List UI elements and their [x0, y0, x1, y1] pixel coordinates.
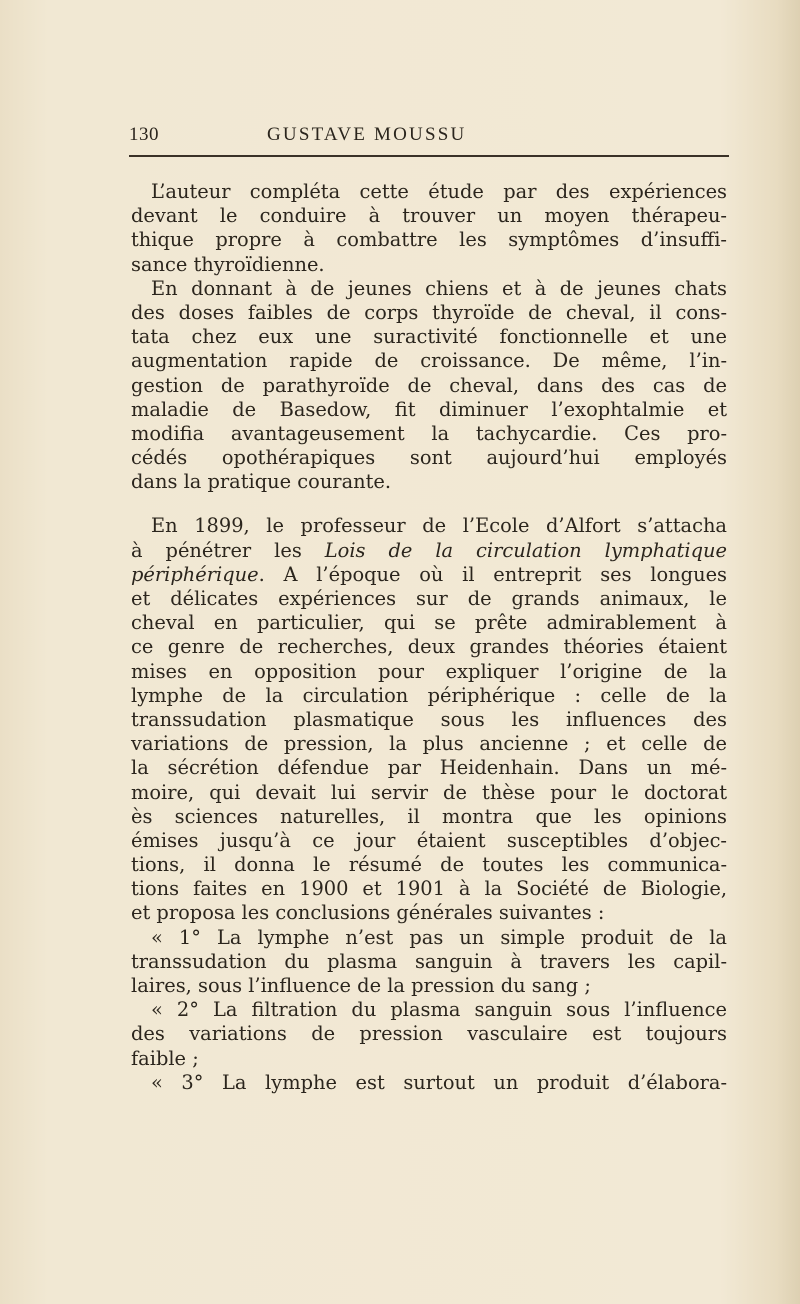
text-fragment: . A l’époque où il entreprit ses longues — [258, 562, 727, 586]
text-line: maladie de Basedow, fit diminuer l’exophtalmie et — [131, 397, 727, 421]
text-line: « 2° La filtration du plasma sanguin sous l’influence — [151, 998, 727, 1022]
text-line: devant le conduire à trouver un moyen thérapeu- — [131, 204, 727, 228]
text-line: tata chez eux une suractivité fonctionnelle et une — [131, 325, 727, 349]
text-line: faible ; — [131, 1046, 199, 1070]
text-line: thique propre à combattre les symptômes d’insuffi- — [131, 228, 727, 252]
running-title: GUSTAVE MOUSSU — [267, 124, 467, 145]
paragraph-gap — [131, 494, 727, 514]
text-line: moire, qui devait lui servir de thèse pour le doctorat — [131, 780, 727, 804]
body-text — [131, 180, 727, 1095]
text-line: mises en opposition pour expliquer l’origine de la — [131, 659, 727, 683]
text-line: laires, sous l’influence de la pression du sang ; — [131, 974, 591, 997]
text-line: des doses faibles de corps thyroïde de cheval, il cons- — [131, 300, 727, 324]
text-line: dans la pratique courante. — [131, 470, 392, 494]
text-line: transsudation du plasma sanguin à travers les capil- — [131, 949, 727, 973]
text-line: la sécrétion défendue par Heidenhain. Dans un mé- — [131, 756, 727, 780]
text-line — [131, 563, 727, 587]
text-fragment: à pénétrer les — [131, 538, 325, 562]
text-line: lymphe de la circulation périphérique : celle de la — [131, 683, 727, 707]
text-line: augmentation rapide de croissance. De même, l’in- — [131, 349, 727, 373]
text-line: des variations de pression vasculaire est toujours — [131, 1022, 727, 1046]
text-line: tions faites en 1900 et 1901 à la Société de Biologie, — [131, 877, 727, 901]
text-line: ès sciences naturelles, il montra que les opinions — [131, 804, 727, 828]
italic-title-part: Lois de la circulation lymphatique — [324, 538, 728, 562]
text-line: émises jusqu’à ce jour étaient susceptibles d’objec- — [131, 828, 727, 852]
page-number: 130 — [129, 124, 159, 145]
text-line: ce genre de recherches, deux grandes théories étaient — [131, 635, 727, 659]
text-line — [131, 539, 727, 563]
header-rule — [129, 155, 729, 157]
text-line: tions, il donna le résumé de toutes les communica- — [131, 853, 727, 877]
text-line: sance thyroïdienne. — [131, 252, 325, 276]
running-head — [129, 124, 729, 154]
text-line: transsudation plasmatique sous les influences des — [131, 707, 727, 731]
text-line: cédés opothérapiques sont aujourd’hui employés — [131, 446, 727, 470]
text-line: « 1° La lymphe n’est pas un simple produit de la — [151, 925, 727, 949]
text-line: En donnant à de jeunes chiens et à de jeunes chats — [151, 276, 727, 300]
text-line: « 3° La lymphe est surtout un produit d’élabora- — [151, 1070, 727, 1094]
text-line: L’auteur compléta cette étude par des expériences — [151, 180, 727, 203]
text-line: En 1899, le professeur de l’Ecole d’Alfort s’attacha — [151, 514, 727, 538]
text-line: et proposa les conclusions générales suivantes : — [131, 901, 605, 925]
text-line: variations de pression, la plus ancienne ; et celle de — [131, 732, 727, 756]
text-line: modifia avantageusement la tachycardie. Ces pro- — [131, 421, 727, 445]
italic-title-part: périphérique — [131, 562, 259, 586]
text-line: cheval en particulier, qui se prête admirablement à — [131, 611, 727, 635]
text-line: et délicates expériences sur de grands animaux, le — [131, 587, 727, 610]
text-line: gestion de parathyroïde de cheval, dans des cas de — [131, 373, 727, 397]
